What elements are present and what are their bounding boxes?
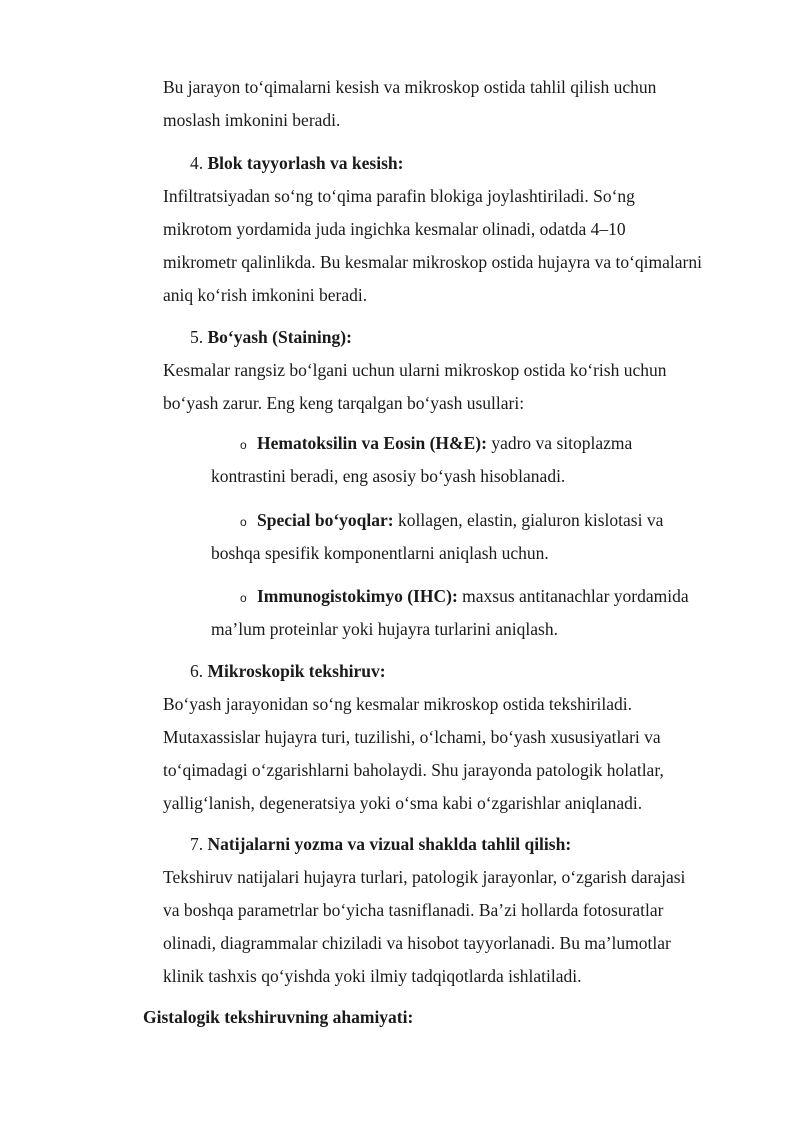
paragraph-line: aniq ko‘rish imkonini beradi. bbox=[163, 285, 368, 305]
paragraph-line: bo‘yash zarur. Eng keng tarqalgan bo‘yash usullari: bbox=[163, 393, 525, 413]
paragraph-line: moslash imkonini beradi. bbox=[163, 110, 341, 130]
paragraph-line: klinik tashxis qo‘yishda yoki ilmiy tadqiqotlarda ishlatiladi. bbox=[163, 966, 582, 986]
bullet-continuation: boshqa spesifik komponentlarni aniqlash uchun. bbox=[211, 543, 549, 563]
step-title: Natijalarni yozma va vizual shaklda tahlil qilish: bbox=[207, 834, 572, 854]
bullet-marker: o bbox=[240, 515, 247, 529]
paragraph-line: Bo‘yash jarayonidan so‘ng kesmalar mikroskop ostida tekshiriladi. bbox=[163, 694, 633, 714]
paragraph-line: va boshqa parametrlar bo‘yicha tasniflanadi. Ba’zi hollarda fotosuratlar bbox=[163, 900, 664, 920]
step-title: Bo‘yash (Staining): bbox=[207, 327, 352, 347]
paragraph-line: to‘qimadagi o‘zgarishlarni baholaydi. Shu jarayonda patologik holatlar, bbox=[163, 760, 664, 780]
paragraph-line: Kesmalar rangsiz bo‘lgani uchun ularni mikroskop ostida ko‘rish uchun bbox=[163, 360, 667, 380]
bullet-term: Special bo‘yoqlar: bbox=[257, 510, 394, 530]
list-item-heading bbox=[190, 152, 403, 174]
list-number: 5. bbox=[190, 327, 204, 347]
paragraph-line: mikrometr qalinlikda. Bu kesmalar mikroskop ostida hujayra va to‘qimalarni bbox=[163, 252, 702, 272]
paragraph-line: Bu jarayon to‘qimalarni kesish va mikroskop ostida tahlil qilish uchun bbox=[163, 77, 657, 97]
list-number: 6. bbox=[190, 661, 204, 681]
bullet-term: Hematoksilin va Eosin (H&E): bbox=[257, 433, 487, 453]
bullet-item bbox=[257, 585, 689, 607]
bullet-marker: o bbox=[240, 591, 247, 605]
bullet-item bbox=[257, 432, 632, 454]
list-number: 4. bbox=[190, 153, 204, 173]
paragraph-line: Infiltratsiyadan so‘ng to‘qima parafin blokiga joylashtiriladi. So‘ng bbox=[163, 186, 635, 206]
list-number: 7. bbox=[190, 834, 204, 854]
bullet-item bbox=[257, 509, 663, 531]
list-item-heading bbox=[190, 660, 386, 682]
paragraph-line: Tekshiruv natijalari hujayra turlari, patologik jarayonlar, o‘zgarish darajasi bbox=[163, 867, 686, 887]
paragraph-line: olinadi, diagrammalar chiziladi va hisobot tayyorlanadi. Bu ma’lumotlar bbox=[163, 933, 671, 953]
bullet-text: maxsus antitanachlar yordamida bbox=[462, 586, 689, 606]
bullet-continuation: ma’lum proteinlar yoki hujayra turlarini aniqlash. bbox=[211, 619, 558, 639]
bullet-continuation: kontrastini beradi, eng asosiy bo‘yash hisoblanadi. bbox=[211, 466, 566, 486]
bullet-marker: o bbox=[240, 438, 247, 452]
step-title: Blok tayyorlash va kesish: bbox=[207, 153, 404, 173]
paragraph-line: mikrotom yordamida juda ingichka kesmalar olinadi, odatda 4–10 bbox=[163, 219, 626, 239]
bullet-text: yadro va sitoplazma bbox=[491, 433, 633, 453]
list-item-heading bbox=[190, 326, 352, 348]
list-item-heading bbox=[190, 833, 571, 855]
step-title: Mikroskopik tekshiruv: bbox=[207, 661, 386, 681]
bullet-text: kollagen, elastin, gialuron kislotasi va bbox=[397, 510, 664, 530]
section-heading: Gistalogik tekshiruvning ahamiyati: bbox=[143, 1007, 414, 1027]
paragraph-line: yallig‘lanish, degeneratsiya yoki o‘sma kabi o‘zgarishlar aniqlanadi. bbox=[163, 793, 643, 813]
bullet-term: Immunogistokimyo (IHC): bbox=[257, 586, 458, 606]
paragraph-line: Mutaxassislar hujayra turi, tuzilishi, o‘lchami, bo‘yash xususiyatlari va bbox=[163, 727, 661, 747]
